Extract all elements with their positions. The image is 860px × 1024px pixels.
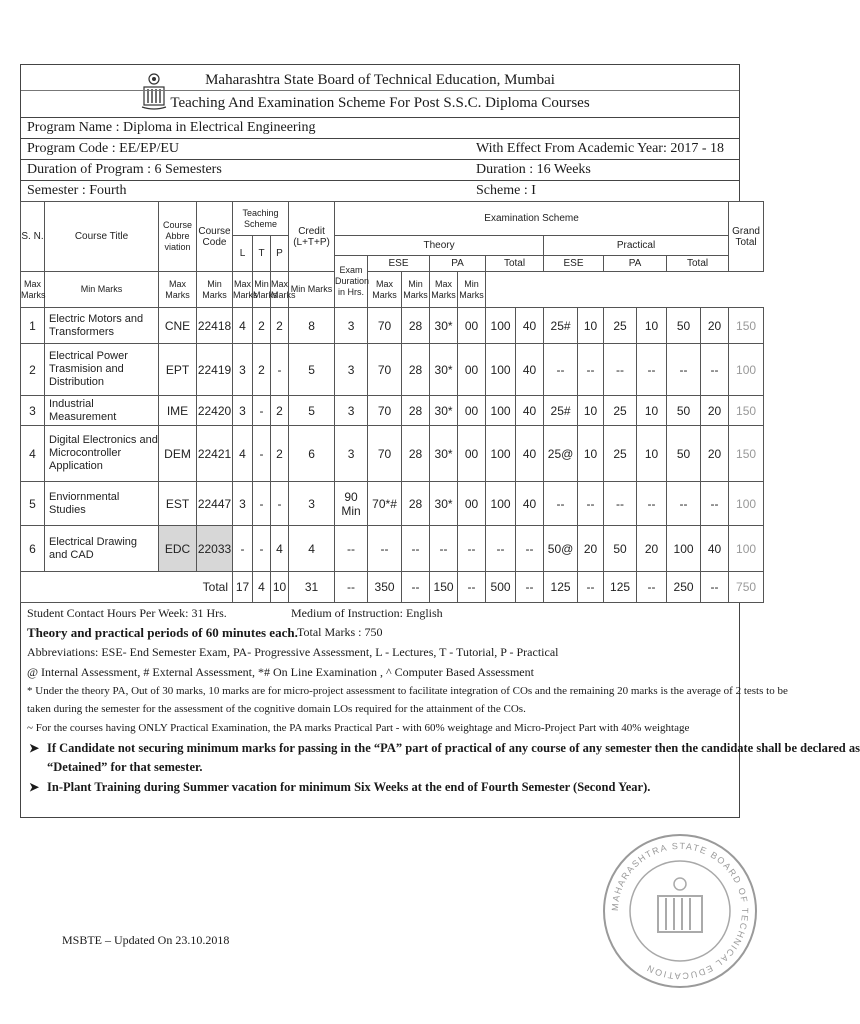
course-t-ese-min: 28 <box>402 396 430 426</box>
course-row <box>21 344 764 396</box>
exam-duration-header: Exam Duration in Hrs. <box>335 256 368 308</box>
course-t-tot-min: 40 <box>516 482 544 526</box>
practical-ese-header: ESE <box>544 256 604 272</box>
course-p-ese-max: 50@ <box>544 526 578 572</box>
course-t-tot-max: -- <box>486 526 516 572</box>
course-title: Electric Motors and Transformers <box>45 308 159 344</box>
course-T: 2 <box>253 308 271 344</box>
course-t-tot-min: 40 <box>516 344 544 396</box>
course-p-tot-min: 20 <box>701 426 729 482</box>
scheme-document <box>20 64 860 818</box>
course-L: - <box>233 526 253 572</box>
scheme-title: Teaching And Examination Scheme For Post S.S.C. Diploma Courses <box>170 95 590 111</box>
course-p-ese-min: 10 <box>578 396 604 426</box>
course-title-header: Course Title <box>45 202 159 272</box>
course-t-ese-max: 70 <box>368 396 402 426</box>
min-marks-header: Min Marks <box>458 272 486 308</box>
course-p-ese-max: 25# <box>544 308 578 344</box>
header-divider <box>21 90 739 91</box>
course-grand: 100 <box>729 482 764 526</box>
theory-pa-note: * Under the theory PA, Out of 30 marks, 10 marks are for micro-project assessment to facilitate integration of COs and the remaining 20 marks is the average of 2 tests to be <box>27 685 788 697</box>
total-label: Total <box>21 572 233 603</box>
course-abbr: EPT <box>159 344 197 396</box>
program-duration: Duration of Program : 6 Semesters <box>27 162 222 177</box>
course-t-ese-min: 28 <box>402 426 430 482</box>
course-T: - <box>253 426 271 482</box>
course-row <box>21 308 764 344</box>
total-credit: 31 <box>289 572 335 603</box>
notes-section <box>20 603 860 818</box>
total-grand: 750 <box>729 572 764 603</box>
total-practical-pa-min: -- <box>637 572 667 603</box>
course-abbr: IME <box>159 396 197 426</box>
l-header: L <box>233 236 253 272</box>
total-practical-pa-max: 125 <box>604 572 637 603</box>
course-t-tot-max: 100 <box>486 426 516 482</box>
course-title: Digital Electronics and Microcontroller Application <box>45 426 159 482</box>
course-code: 22033 <box>197 526 233 572</box>
course-P: 2 <box>271 396 289 426</box>
min-marks-header: Min Marks <box>289 272 335 308</box>
course-P: - <box>271 482 289 526</box>
course-dur: 3 <box>335 426 368 482</box>
course-t-tot-min: 40 <box>516 308 544 344</box>
course-t-ese-max: 70 <box>368 344 402 396</box>
course-L: 3 <box>233 482 253 526</box>
course-P: 2 <box>271 426 289 482</box>
program-code: Program Code : EE/EP/EU <box>27 141 180 156</box>
total-p: 10 <box>271 572 289 603</box>
course-code: 22420 <box>197 396 233 426</box>
practical-header: Practical <box>544 236 729 256</box>
course-credit: 4 <box>289 526 335 572</box>
periods-note: Theory and practical periods of 60 minutes each. <box>27 625 298 640</box>
course-grand: 100 <box>729 344 764 396</box>
course-sn: 2 <box>21 344 45 396</box>
course-t-pa-min: -- <box>458 526 486 572</box>
course-p-ese-min: 10 <box>578 426 604 482</box>
course-p-tot-min: -- <box>701 482 729 526</box>
course-t-ese-min: 28 <box>402 344 430 396</box>
course-grand: 150 <box>729 426 764 482</box>
program-name-row <box>20 117 740 138</box>
p-header: P <box>271 236 289 272</box>
detained-note: If Candidate not securing minimum marks for passing in the “PA” part of practical of any course of any semester then the candidate shall be declared as <box>47 741 860 755</box>
course-p-ese-max: -- <box>544 482 578 526</box>
course-p-ese-min: 10 <box>578 308 604 344</box>
course-p-ese-max: 25@ <box>544 426 578 482</box>
course-title: Industrial Measurement <box>45 396 159 426</box>
total-theory-ese-min: -- <box>402 572 430 603</box>
course-t-pa-max: 30* <box>430 426 458 482</box>
theory-total-header: Total <box>486 256 544 272</box>
course-p-pa-max: -- <box>604 482 637 526</box>
course-code: 22418 <box>197 308 233 344</box>
course-t-pa-max: -- <box>430 526 458 572</box>
max-marks-header: Max Marks <box>159 272 197 308</box>
course-row <box>21 526 764 572</box>
medium-of-instruction: Medium of Instruction: English <box>291 606 443 620</box>
course-t-pa-min: 00 <box>458 396 486 426</box>
max-marks-header: Max Marks <box>21 272 45 308</box>
course-L: 4 <box>233 426 253 482</box>
contact-hours: Student Contact Hours Per Week: 31 Hrs. <box>27 606 227 620</box>
course-sn: 1 <box>21 308 45 344</box>
arrow-bullet-icon: ➤ <box>29 741 40 755</box>
min-marks-header: Min Marks <box>253 272 271 308</box>
total-theory-pa-min: -- <box>458 572 486 603</box>
program-name: Program Name : Diploma in Electrical Engineering <box>27 120 316 135</box>
course-sn: 5 <box>21 482 45 526</box>
semester: Semester : Fourth <box>27 183 127 198</box>
course-t-ese-min: 28 <box>402 482 430 526</box>
course-t-pa-min: 00 <box>458 344 486 396</box>
course-credit: 8 <box>289 308 335 344</box>
course-dur: 3 <box>335 396 368 426</box>
course-t-tot-min: 40 <box>516 396 544 426</box>
teaching-scheme-header: Teaching Scheme <box>233 202 289 236</box>
course-dur: 3 <box>335 344 368 396</box>
course-p-pa-max: -- <box>604 344 637 396</box>
updated-date: MSBTE – Updated On 23.10.2018 <box>62 933 230 947</box>
course-T: - <box>253 526 271 572</box>
course-p-tot-max: 100 <box>667 526 701 572</box>
course-p-ese-min: -- <box>578 344 604 396</box>
course-t-ese-max: 70*# <box>368 482 402 526</box>
course-L: 4 <box>233 308 253 344</box>
program-code-row <box>20 138 740 159</box>
course-code: 22419 <box>197 344 233 396</box>
total-practical-ese-min: -- <box>578 572 604 603</box>
min-marks-header: Min Marks <box>402 272 430 308</box>
course-t-ese-min: -- <box>402 526 430 572</box>
min-marks-header: Min Marks <box>45 272 159 308</box>
course-credit: 5 <box>289 396 335 426</box>
course-credit: 5 <box>289 344 335 396</box>
course-title: Enviornmental Studies <box>45 482 159 526</box>
course-p-pa-min: -- <box>637 344 667 396</box>
course-dur: 90 Min <box>335 482 368 526</box>
max-marks-header: Max Marks <box>368 272 402 308</box>
course-t-tot-max: 100 <box>486 482 516 526</box>
min-marks-header: Min Marks <box>197 272 233 308</box>
course-abbr: CNE <box>159 308 197 344</box>
abbr-header: Course Abbre viation <box>159 202 197 272</box>
course-t-ese-max: 70 <box>368 426 402 482</box>
credit-header: Credit (L+T+P) <box>289 202 335 272</box>
practical-pa-header: PA <box>604 256 667 272</box>
course-grand: 150 <box>729 396 764 426</box>
theory-pa-note-cont: taken during the semester for the assessment of the cognitive domain LOs required for the attainment of the COs. <box>27 703 526 715</box>
max-marks-header: Max Marks <box>233 272 253 308</box>
course-row <box>21 396 764 426</box>
exam-scheme-header: Examination Scheme <box>335 202 729 236</box>
seal-text: MAHARASHTRA STATE BOARD OF TECHNICAL EDUCATION <box>609 840 751 982</box>
total-theory-ese-max: 350 <box>368 572 402 603</box>
total-theory-total-min: -- <box>516 572 544 603</box>
course-row <box>21 482 764 526</box>
course-L: 3 <box>233 396 253 426</box>
course-p-ese-min: 20 <box>578 526 604 572</box>
symbols-note: @ Internal Assessment, # External Assessment, *# On Line Examination , ^ Computer Based Assessment <box>27 665 534 679</box>
total-theory-pa-max: 150 <box>430 572 458 603</box>
course-p-ese-min: -- <box>578 482 604 526</box>
total-theory-total-max: 500 <box>486 572 516 603</box>
course-p-tot-min: 40 <box>701 526 729 572</box>
course-sn: 3 <box>21 396 45 426</box>
scheme: Scheme : I <box>476 183 536 198</box>
course-row <box>21 426 764 482</box>
course-t-ese-max: -- <box>368 526 402 572</box>
total-marks: Total Marks : 750 <box>297 625 383 639</box>
course-code: 22447 <box>197 482 233 526</box>
course-p-tot-max: 50 <box>667 426 701 482</box>
total-t: 4 <box>253 572 271 603</box>
course-abbr: DEM <box>159 426 197 482</box>
course-p-tot-max: -- <box>667 482 701 526</box>
course-t-pa-max: 30* <box>430 308 458 344</box>
course-T: 2 <box>253 344 271 396</box>
course-sn: 6 <box>21 526 45 572</box>
document-header <box>20 64 740 117</box>
course-t-pa-max: 30* <box>430 396 458 426</box>
practical-only-note: ~ For the courses having ONLY Practical Examination, the PA marks Practical Part - with 60% weightage and Micro-Project Part with 40% weightage <box>27 722 690 734</box>
course-P: 2 <box>271 308 289 344</box>
course-p-pa-max: 25 <box>604 308 637 344</box>
t-header: T <box>253 236 271 272</box>
course-L: 3 <box>233 344 253 396</box>
course-t-tot-max: 100 <box>486 344 516 396</box>
scheme-table <box>20 201 764 603</box>
max-marks-header: Max Marks <box>430 272 458 308</box>
total-practical-total-min: -- <box>701 572 729 603</box>
course-P: - <box>271 344 289 396</box>
course-abbr: EDC <box>159 526 197 572</box>
detained-note-cont: “Detained” for that semester. <box>47 760 203 774</box>
duration-row <box>20 159 740 180</box>
course-P: 4 <box>271 526 289 572</box>
course-p-tot-max: -- <box>667 344 701 396</box>
course-t-ese-max: 70 <box>368 308 402 344</box>
theory-ese-header: ESE <box>368 256 430 272</box>
theory-header: Theory <box>335 236 544 256</box>
course-t-ese-min: 28 <box>402 308 430 344</box>
inplant-training-note: In-Plant Training during Summer vacation for minimum Six Weeks at the end of Fourth Semester (Second Year). <box>47 780 651 794</box>
course-t-pa-min: 00 <box>458 482 486 526</box>
course-t-tot-max: 100 <box>486 396 516 426</box>
abbreviations: Abbreviations: ESE- End Semester Exam, PA- Progressive Assessment, L - Lectures, T - Tutorial, P - Practical <box>27 645 559 659</box>
course-T: - <box>253 482 271 526</box>
course-p-pa-max: 25 <box>604 426 637 482</box>
course-abbr: EST <box>159 482 197 526</box>
course-t-pa-min: 00 <box>458 426 486 482</box>
sn-header: S. N. <box>21 202 45 272</box>
course-p-tot-min: 20 <box>701 308 729 344</box>
totals-row <box>21 572 764 603</box>
semester-row <box>20 180 740 201</box>
code-header: Course Code <box>197 202 233 272</box>
course-t-pa-max: 30* <box>430 344 458 396</box>
course-t-pa-min: 00 <box>458 308 486 344</box>
course-p-tot-max: 50 <box>667 396 701 426</box>
course-grand: 100 <box>729 526 764 572</box>
course-T: - <box>253 396 271 426</box>
course-p-pa-min: 10 <box>637 308 667 344</box>
course-title: Electrical Drawing and CAD <box>45 526 159 572</box>
course-p-tot-max: 50 <box>667 308 701 344</box>
course-p-tot-min: 20 <box>701 396 729 426</box>
course-dur: -- <box>335 526 368 572</box>
course-p-ese-max: -- <box>544 344 578 396</box>
practical-total-header: Total <box>667 256 729 272</box>
course-credit: 3 <box>289 482 335 526</box>
course-p-ese-max: 25# <box>544 396 578 426</box>
max-marks-header: Max Marks <box>271 272 289 308</box>
course-p-tot-min: -- <box>701 344 729 396</box>
course-sn: 4 <box>21 426 45 482</box>
course-t-tot-max: 100 <box>486 308 516 344</box>
total-l: 17 <box>233 572 253 603</box>
course-dur: 3 <box>335 308 368 344</box>
course-p-pa-max: 25 <box>604 396 637 426</box>
grand-total-header: Grand Total <box>729 202 764 272</box>
arrow-bullet-icon: ➤ <box>29 780 40 794</box>
course-t-pa-max: 30* <box>430 482 458 526</box>
course-credit: 6 <box>289 426 335 482</box>
theory-pa-header: PA <box>430 256 486 272</box>
total-practical-total-max: 250 <box>667 572 701 603</box>
board-title: Maharashtra State Board of Technical Education, Mumbai <box>205 72 555 88</box>
course-p-pa-min: 20 <box>637 526 667 572</box>
course-p-pa-min: 10 <box>637 426 667 482</box>
course-p-pa-min: 10 <box>637 396 667 426</box>
course-t-tot-min: 40 <box>516 426 544 482</box>
total-practical-ese-max: 125 <box>544 572 578 603</box>
course-rows <box>21 308 764 572</box>
course-title: Electrical Power Trasmision and Distribution <box>45 344 159 396</box>
effect-year: With Effect From Academic Year: 2017 - 18 <box>476 141 725 156</box>
course-p-pa-max: 50 <box>604 526 637 572</box>
course-grand: 150 <box>729 308 764 344</box>
course-t-tot-min: -- <box>516 526 544 572</box>
svg-text:MAHARASHTRA STATE BOARD OF TEC <box>610 841 750 981</box>
board-seal-stamp-icon <box>600 826 760 996</box>
total-duration: -- <box>335 572 368 603</box>
weeks-duration: Duration : 16 Weeks <box>476 162 591 177</box>
course-p-pa-min: -- <box>637 482 667 526</box>
course-code: 22421 <box>197 426 233 482</box>
